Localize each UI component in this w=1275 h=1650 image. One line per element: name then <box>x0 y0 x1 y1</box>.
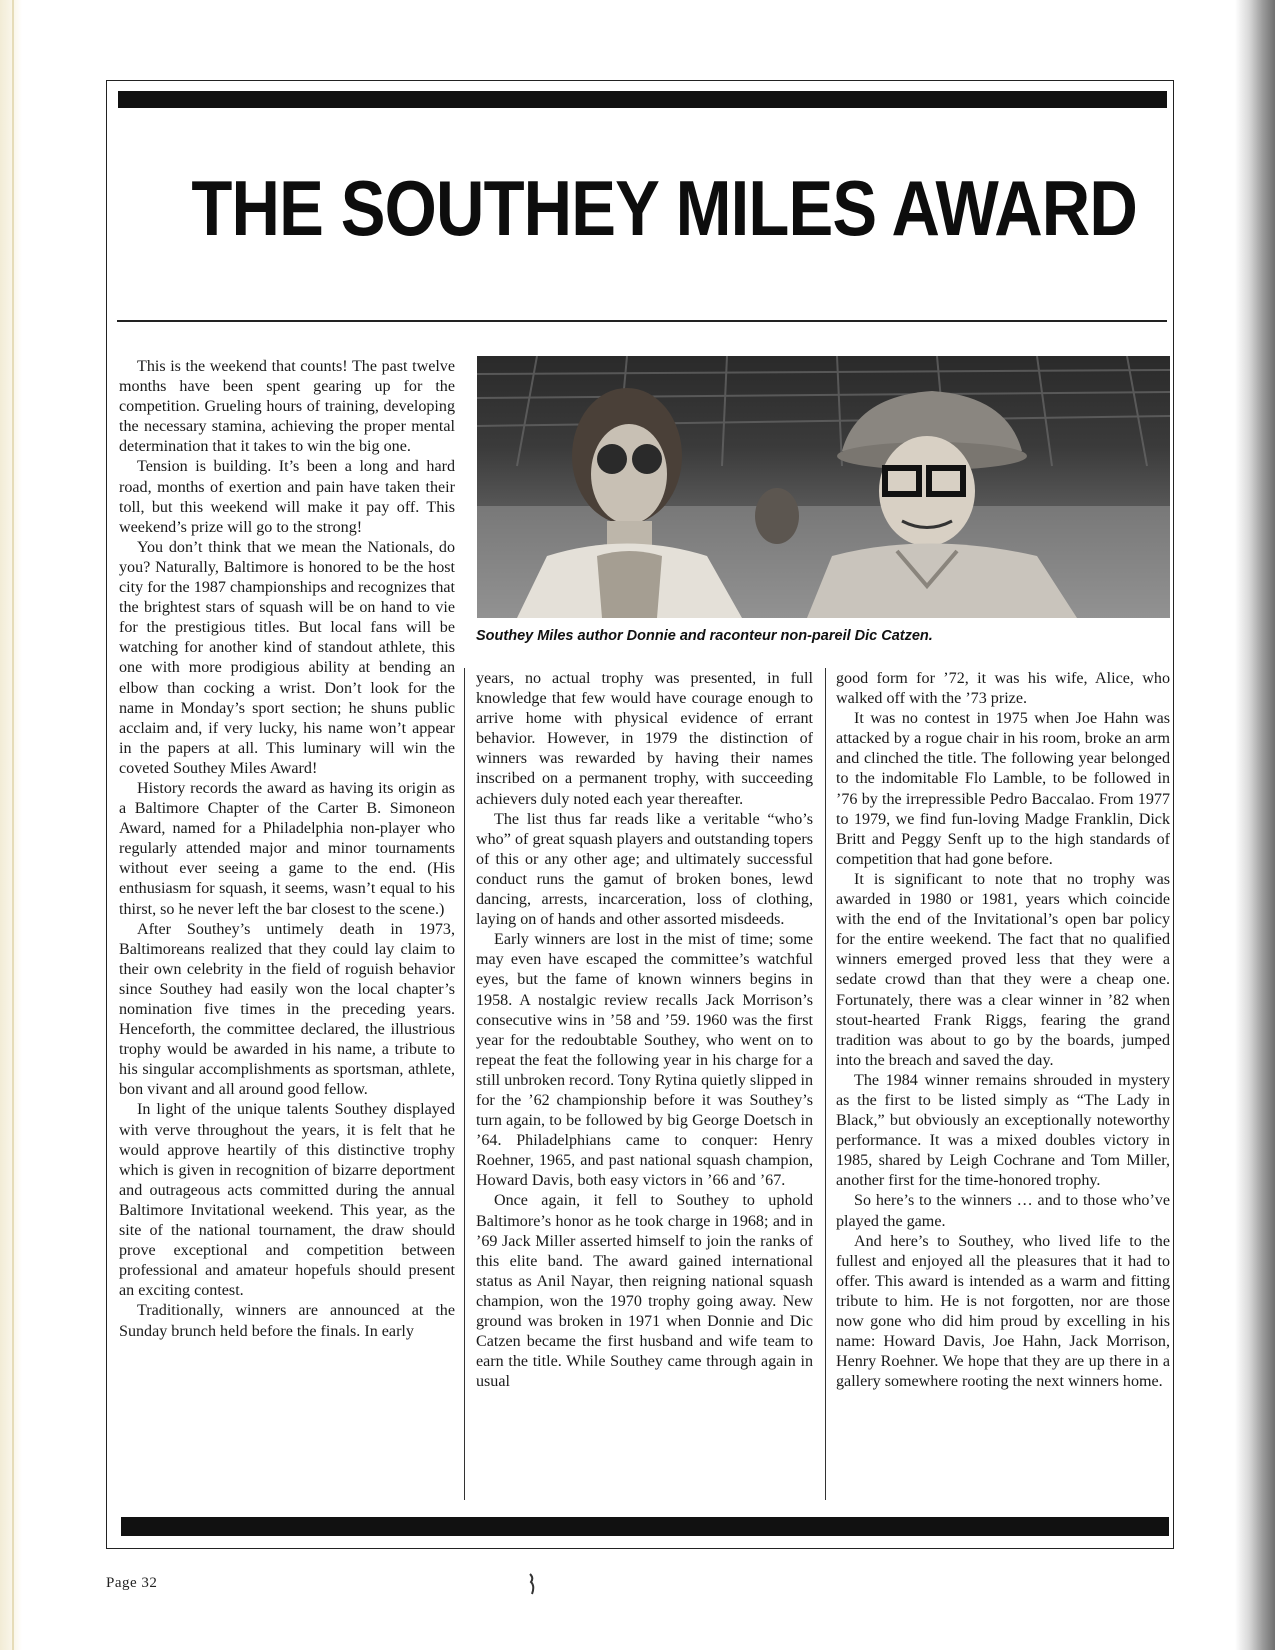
paragraph: In light of the unique talents Southey displayed with verve throughout the years, it is felt that he would approve heartily of this distinctive trophy which is given in recognition of bizarre deportment and outrageous acts committed during the annual Baltimore Invitational weekend. This year, as the site of the national tournament, the draw should prove exceptional and competition between professional and amateur hopefuls should present an exciting contest. <box>119 1101 455 1300</box>
paragraph: After Southey’s untimely death in 1973, Baltimoreans realized that they could lay claim to their own celebrity in the field of roguish behavior since Southey had easily won the local chapter’s nomination five times in the preceding years. Henceforth, the committee declared, the illustrious trophy would be awarded in his name, a tribute to his singular accomplishments as sportsman, athlete, bon vivant and all around good fellow. <box>119 920 455 1099</box>
page-number: Page 32 <box>106 1575 158 1591</box>
paragraph: good form for ’72, it was his wife, Alice, who walked off with the ’73 prize. <box>836 670 1170 708</box>
column-divider <box>825 668 826 1500</box>
column-divider <box>464 668 465 1500</box>
article-title: THE SOUTHEY MILES AWARD <box>191 164 1137 252</box>
paragraph: It is significant to note that no trophy was awarded in 1980 or 1981, years which coincide with the end of the Invitational’s open bar policy for the entire weekend. The fact that no qualified winners emerged proved less that they were a sedate crowd than that they were a cheap one. Fortunately, there was a clear winner in ’82 when stout-hearted Frank Riggs, fearing the grand tradition was about to go by the boards, jumped into the breach and saved the day. <box>836 870 1170 1069</box>
paragraph: And here’s to Southey, who lived life to the fullest and enjoyed all the pleasures that it had to offer. This award is intended as a warm and fitting tribute to him. He is not forgotten, nor are those now gone who did him proud by excelling in his name: Howard Davis, Joe Hahn, Jack Morrison, Henry Roehner. We hope that they are up there in a gallery somewhere rooting the next winners home. <box>836 1232 1170 1391</box>
paragraph: This is the weekend that counts! The past twelve months have been spent gearing up for the competition. Grueling hours of training, developing the necessary stamina, achieving the proper mental determination that it takes to win the big one. <box>119 358 455 456</box>
paragraph: It was no contest in 1975 when Joe Hahn was attacked by a rogue chair in his room, broke an arm and clinched the title. The following year belonged to the indomitable Flo Lamble, to be followed in ’76 by the irrepressible Pedro Baccalao. From 1977 to 1979, we find fun-loving Madge Franklin, Dick Britt and Peggy Senft up to the high standards of competition that had gone before. <box>836 710 1170 868</box>
paragraph: Traditionally, winners are announced at the Sunday brunch held before the finals. In early <box>119 1302 455 1340</box>
top-black-bar <box>118 91 1167 108</box>
paragraph: So here’s to the winners … and to those who’ve played the game. <box>836 1192 1170 1230</box>
paragraph: years, no actual trophy was presented, in full knowledge that few would have courage enough to arrive home with physical evidence of errant behavior. However, in 1979 the distinction of winners was rewarded by having their names inscribed on a permanent trophy, with succeeding achievers duly noted each year thereafter. <box>476 670 813 808</box>
photo-illustration <box>477 356 1170 618</box>
photo-caption: Southey Miles author Donnie and raconteur non-pareil Dic Catzen. <box>476 628 933 644</box>
paragraph: The list thus far reads like a veritable “who’s who” of great squash players and outstanding topers of this or any other age; and ultimately successful conduct runs the gamut of broken bones, lewd dancing, arrests, incarceration, loss of clothing, laying on of hands and other assorted misdeeds. <box>476 810 813 929</box>
scan-edge-left <box>0 0 22 1650</box>
bottom-black-bar <box>121 1517 1169 1536</box>
ink-mark-icon <box>528 1572 536 1596</box>
scan-edge-line <box>12 0 14 1650</box>
photo <box>477 356 1170 618</box>
title-rule <box>117 320 1167 322</box>
paragraph: History records the award as having its origin as a Baltimore Chapter of the Carter B. Simoneon Award, named for a Philadelphia non-player who regularly attended major and minor tournaments without ever seeing a game to the end. (His enthusiasm for squash, it seems, wasn’t equal to his thirst, so he never left the bar closest to the scene.) <box>119 779 455 918</box>
paragraph: You don’t think that we mean the Nationals, do you? Naturally, Baltimore is honored to be the host city for the 1987 championships and recognizes that the brightest stars of squash will be on hand to vie for the prestigious titles. But local fans will be watching for another kind of standout athlete, this one with more prodigious ability at bending an elbow than cocking a wrist. Don’t look for the name in Monday’s sport section; he shuns public acclaim and, if very lucky, his name won’t appear in the papers at all. This luminary will win the coveted Southey Miles Award! <box>119 538 455 777</box>
paragraph: Once again, it fell to Southey to uphold Baltimore’s honor as he took charge in 1968; and in ’69 Jack Miller asserted himself to join the ranks of this elite band. The award gained international status as Anil Nayar, then reigning national squash champion, won the 1970 trophy going away. New ground was broken in 1971 when Donnie and Dic Catzen became the first husband and wife team to earn the title. While Southey came through again in usual <box>476 1192 813 1391</box>
paragraph: Tension is building. It’s been a long and hard road, months of exertion and pain have taken their toll, but this weekend will make it pay off. This weekend’s prize will go to the strong! <box>119 458 455 536</box>
column-2 <box>476 669 813 1392</box>
column-3 <box>836 669 1170 1392</box>
paragraph: The 1984 winner remains shrouded in mystery as the first to be listed simply as “The Lady in Black,” but obviously an exceptionally noteworthy performance. It was a mixed doubles victory in 1985, shared by Leigh Cochrane and Tom Miller, another first for the time-honored trophy. <box>836 1071 1170 1190</box>
binding-shadow-right <box>1235 0 1275 1650</box>
column-1 <box>119 357 455 1342</box>
paragraph: Early winners are lost in the mist of time; some may even have escaped the committee’s watchful eyes, but the fame of known winners begins in 1958. A nostalgic review recalls Jack Morrison’s consecutive wins in ’58 and ’59. 1960 was the first year for the redoubtable Southey, who went on to repeat the feat the following year in his charge for a still unbroken record. Tony Rytina quietly slipped in for the ’62 championship before it was Southey’s turn again, to be followed by big George Doetsch in ’64. Philadelphians came to conquer: Henry Roehner, 1965, and past national squash champion, Howard Davis, both easy victors in ’66 and ’67. <box>476 931 813 1190</box>
